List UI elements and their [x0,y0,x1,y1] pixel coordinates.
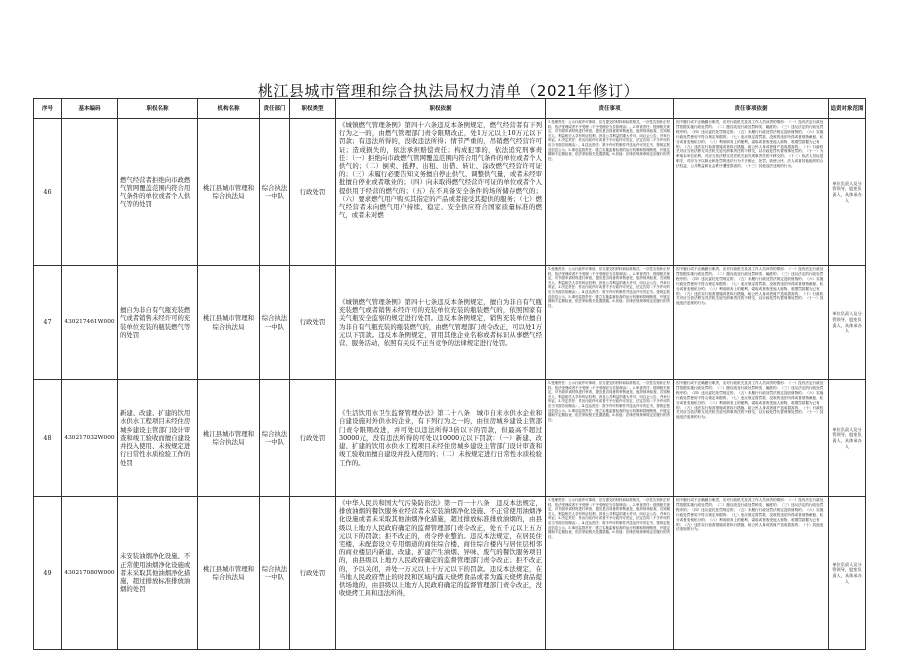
cell-org: 桃江县城市管理和综合执法局 [198,119,260,266]
header-account: 追责对象范围 [829,99,866,119]
cell-type: 行政处罚 [290,497,336,650]
cell-duty-basis [674,380,829,497]
duty-text: 1.受理责任：公示行政许可事项、应当提交的材料和标准格式，一次性告知补正材料，依法受理或者不予受理（不予受理应当告知理由）。2.审查责任：按照相关规定，对书面申请材料进行审查，提出是否同意的审核意见，组织现场检查，告知相关人，利益相关人享有听证权利，涉及公共利益的重大许可，向社会公告，并举行听证。3.决定责任：作出行政许可或者不予行政许可决定，法定告知（不予许可的应当书面告知理由）。4.送达责任：准予许可的制作并送达许可决定书，按规定报送信息公示。5.事后监管责任：建立实施监督检查的运行机制和管理制度，开展定期和不定期检查，依法采取相关处置措施。6.其他：法律法规规章规定应履行的责任。 [548,267,671,308]
cell-dept: 综合执法一中队 [260,380,290,497]
cell-dept: 综合执法一中队 [260,497,290,650]
cell-dept: 综合执法一中队 [260,266,290,380]
duty-basis-text: 因不履行或不正确履行职责，应对行政机关及其工作人员问责的情形：（一）没有法定行政处罚依据实施行政处罚的；（二）擅自改变行政处罚种类、幅度的；（三）违反法定的行政处罚程序的；（四）违反委托处罚规定的；（五）未履行行政处罚法规定没收财物的；（六）实施行政处罚使用不符合规定单据的；（七）违反规定将罚款、没收的违法所得或者财物截留、私分或者变相私分的；（八）利用职务上的便利，索取或者收受他人财物、收缴罚款据为己有的；（九）违法实行检查措施或者执行措施，给公民人身或者财产造成损害的；（十）其他违法违规的行为。 [676,498,824,532]
header-basis: 职权依据 [336,99,546,119]
cell-name: 未安装油烟净化设施、不正常使用油烟净化设施或者未采取其他油烟净化措施，超过排放标准排放油烟的处罚 [118,497,198,650]
table-row [34,119,866,266]
cell-org: 桃江县城市管理和综合执法局 [198,266,260,380]
cell-type: 行政处罚 [290,380,336,497]
table-row [34,497,866,650]
cell-dept: 综合执法一中队 [260,119,290,266]
cell-seq: 47 [34,266,62,380]
header-seq: 序号 [34,99,62,119]
duty-text: 1.受理责任：公示行政许可事项、应当提交的材料和标准格式，一次性告知补正材料，依法受理或者不予受理（不予受理应当告知理由）。2.审查责任：按照相关规定，对书面申请材料进行审查，提出是否同意的审核意见，组织现场检查，告知相关人，利益相关人享有听证权利，涉及公共利益的重大许可，向社会公告，并举行听证。3.决定责任：作出行政许可或者不予行政许可决定，法定告知（不予许可的应当书面告知理由）。4.送达责任：准予许可的制作并送达许可决定书，按规定报送信息公示。5.事后监管责任：建立实施监督检查的运行机制和管理制度，开展定期和不定期检查，依法采取相关处置措施。6.其他：法律法规规章规定应履行的责任。 [548,120,671,161]
cell-account: 单位负责人及分管领导，股室负责人，具体承办人 [829,266,866,380]
cell-seq: 49 [34,497,62,650]
cell-code [62,119,118,266]
cell-duty-basis [674,266,829,380]
duty-text: 1.受理责任：公示行政许可事项、应当提交的材料和标准格式，一次性告知补正材料，依法受理或者不予受理（不予受理应当告知理由）。2.审查责任：按照相关规定，对书面申请材料进行审查，提出是否同意的审核意见，组织现场检查，告知相关人，利益相关人享有听证权利，涉及公共利益的重大许可，向社会公告，并举行听证。3.决定责任：作出行政许可或者不予行政许可决定，法定告知（不予许可的应当书面告知理由）。4.送达责任：准予许可的制作并送达许可决定书，按规定报送信息公示。5.事后监管责任：建立实施监督检查的运行机制和管理制度，开展定期和不定期检查，依法采取相关处置措施。6.其他：法律法规规章规定应履行的责任。 [548,498,671,539]
cell-duty [546,119,674,266]
duty-text: 1.受理责任：公示行政许可事项、应当提交的材料和标准格式，一次性告知补正材料，依法受理或者不予受理（不予受理应当告知理由）。2.审查责任：按照相关规定，对书面申请材料进行审查，提出是否同意的审核意见，组织现场检查，告知相关人，利益相关人享有听证权利，涉及公共利益的重大许可，向社会公告，并举行听证。3.决定责任：作出行政许可或者不予行政许可决定，法定告知（不予许可的应当书面告知理由）。4.送达责任：准予许可的制作并送达许可决定书，按规定报送信息公示。5.事后监管责任：建立实施监督检查的运行机制和管理制度，开展定期和不定期检查，依法采取相关处置措施。6.其他：法律法规规章规定应履行的责任。 [548,381,671,422]
table-header-row [34,99,866,119]
header-type: 职权类型 [290,99,336,119]
cell-name: 新建、改建、扩建的饮用水供水工程项目未经住房城乡建设主管部门设计审查和竣工验收而擅自建设并投入使用、未按规定进行日常性水质检验工作的处罚 [118,380,198,497]
power-list-table [33,98,866,650]
header-org: 机构名称 [198,99,260,119]
cell-duty-basis [674,497,829,650]
cell-seq: 46 [34,119,62,266]
cell-account: 单位负责人及分管领导，股室负责人，具体承办人 [829,497,866,650]
basis-text: 《生活饮用水卫生监督管理办法》第二十八条 城市自来水供水企业和自建设施对外供水的企业，有下列行为之一的，由住房城乡建设主管部门责令限期改进，并可处以违法所得3倍以下的罚款，但最高不超过30000元，没有违法所得的可处以10000元以下罚款：（一）新建、改建、扩建的饮用水供水工程项目未经住房城乡建设主管部门设计审查和竣工验收而擅自建设并投入使用的；（二）未按规定进行日常性水质检验工作的。 [339,409,542,467]
basis-text: 《城镇燃气管理条例》第四十六条违反本条例规定，燃气经营者有下列行为之一的，由燃气管理部门责令限期改正，处1万元以上10万元以下罚款；有违法所得的，没收违法所得；情节严重的，吊销燃气经营许可证；造成损失的，依法承担赔偿责任；构成犯罪的，依法追究刑事责任：（一）拒绝向市政燃气管网覆盖范围内符合用气条件的单位或者个人供气的；（二）倒卖、抵押、出租、出借、转让、涂改燃气经营许可证的；（三）未履行必要告知义务擅自停止供气、调整供气量，或者未经审批擅自停业或者歇业的；（四）向未取得燃气经营许可证的单位或者个人提供用于经营的燃气的；（五）在不具备安全条件的场所储存燃气的；（六）要求燃气用户购买其指定的产品或者接受其提供的服务；（七）燃气经营者未向燃气用户持续、稳定、安全供应符合国家质量标准的燃气，或者未对燃 [339,121,542,220]
header-name: 职权名称 [118,99,198,119]
cell-duty [546,497,674,650]
cell-account: 单位负责人及分管领导，股室负责人，具体承办人 [829,380,866,497]
cell-org: 桃江县城市管理和综合执法局 [198,497,260,650]
page-title: 桃江县城市管理和综合执法局权力清单（2021年修订） [257,82,640,100]
table-row [34,266,866,380]
table-row [34,380,866,497]
header-duty-basis: 责任事项依据 [674,99,829,119]
cell-type: 行政处罚 [290,119,336,266]
cell-duty-basis [674,119,829,266]
cell-code: 430217461W000 [62,266,118,380]
cell-code: 430217032W000 [62,380,118,497]
basis-text: 《城镇燃气管理条例》第四十七条违反本条例规定，擅自为非自有气瓶充装燃气或者销售未经许可的充装单位充装的瓶装燃气的，依照国家有关气瓶安全监察的规定进行处罚。违反本条例规定，销售充装单位擅自为非自有气瓶充装的瓶装燃气的，由燃气管理部门责令改正，可以处1万元以下罚款。违反本条例规定，冒用其他企业名称或者标识从事燃气经营、服务活动，依照有关反不正当竞争的法律规定进行处罚。 [339,297,542,347]
cell-basis [336,497,546,650]
duty-basis-text: 因不履行或不正确履行职责，应对行政机关及其工作人员问责的情形：（一）没有法定行政处罚依据实施行政处罚的；（二）擅自改变行政处罚种类、幅度的；（三）违反法定的行政处罚程序的；（四）违反委托处罚规定的；（五）未履行行政处罚法规定没收财物的；（六）实施行政处罚使用不符合规定单据的；（七）违反规定将罚款、没收的违法所得或者财物截留、私分或者变相私分的；（八）利用职务上的便利，索取或者收受他人财物、收缴罚款据为己有的；（九）违法实行检查措施或者执行措施，给公民人身或者财产造成损害的；（十）行政机关对应当依法移交司法机关追究刑事责任的不移交，以行政处罚代替刑事处罚的；（十一）为牟取本单位私利，对应当依法移交司法机关追究刑事责任的不移交的；（十二）执法人员玩忽职守，对应当予以制止和处罚的违法行为不予制止、处罚，致使公民、法人或者其他组织的合法权益、公共利益和社会秩序遭受损害的；（十三）其他违法违规的行为。 [676,120,824,169]
duty-basis-text: 因不履行或不正确履行职责，应对行政机关及其工作人员问责的情形：（一）没有法定行政处罚依据实施行政处罚的；（二）擅自改变行政处罚种类、幅度的；（三）违反法定的行政处罚程序的；（四）违反委托处罚规定的；（五）未履行行政处罚法规定没收财物的；（六）实施行政处罚使用不符合规定单据的；（七）违反规定将罚款、没收的违法所得或者财物截留、私分或者变相私分的；（八）利用职务上的便利，索取或者收受他人财物、收缴罚款据为己有的；（九）违法实行检查措施或者执行措施，给公民人身或者财产造成损害的；（十）行政机关对应当依法移交司法机关追究刑事责任的不移交，以行政处罚代替刑事处罚的；（十一）其他违法违规的行为。 [676,267,824,306]
basis-text: 《中华人民共和国大气污染防治法》第一百一十八条 违反本法规定，排放油烟的餐饮服务业经营者未安装油烟净化设施、不正常使用油烟净化设施或者未采取其他油烟净化措施，超过排放标准排放油烟的，由县级以上地方人民政府确定的监督管理部门责令改正，处五千元以上五万元以下的罚款；拒不改正的，责令停业整治。违反本法规定，在居民住宅楼、未配套设立专用烟道的商住综合楼、商住综合楼内与居住层相邻的商业楼层内新建、改建、扩建产生油烟、异味、废气的餐饮服务项目的，由县级以上地方人民政府确定的监督管理部门责令改正；拒不改正的，予以关闭，并处一万元以上十万元以下的罚款。违反本法规定，在当地人民政府禁止的时段和区域内露天烧烤食品或者为露天烧烤食品提供场地的，由县级以上地方人民政府确定的监督管理部门责令改正，没收烧烤工具和违法所得， [339,499,542,598]
cell-seq: 48 [34,380,62,497]
cell-duty [546,266,674,380]
cell-basis [336,380,546,497]
cell-account: 单位负责人及分管领导，股室负责人，具体承办人 [829,119,866,266]
cell-basis [336,119,546,266]
cell-name: 燃气经营者拒绝向市政燃气管网覆盖范围内符合用气条件的单位或者个人供气等的处罚 [118,119,198,266]
cell-basis [336,266,546,380]
cell-duty [546,380,674,497]
header-dept: 责任部门 [260,99,290,119]
duty-basis-text: 因不履行或不正确履行职责，应对行政机关及其工作人员问责的情形：（一）没有法定行政处罚依据实施行政处罚的；（二）擅自改变行政处罚种类、幅度的；（三）违反法定的行政处罚程序的；（四）违反委托处罚规定的；（五）未履行行政处罚法规定没收财物的；（六）实施行政处罚使用不符合规定单据的；（七）违反规定将罚款、没收的违法所得或者财物截留、私分或者变相私分的；（八）利用职务上的便利，索取或者收受他人财物、收缴罚款据为己有的；（九）违法实行检查措施或者执行措施，给公民人身或者财产造成损害的；（十）行政机关对应当依法移交司法机关追究刑事责任的不移交，以行政处罚代替刑事处罚的；（十一）其他违法违规的行为。 [676,381,824,420]
header-code: 基本编码 [62,99,118,119]
cell-name: 擅自为非自有气瓶充装燃气或者销售未经许可的充装单位充装的瓶装燃气等的处罚 [118,266,198,380]
header-duty: 责任事项 [546,99,674,119]
cell-code: 430217080W000 [62,497,118,650]
cell-org: 桃江县城市管理和综合执法局 [198,380,260,497]
cell-type: 行政处罚 [290,266,336,380]
